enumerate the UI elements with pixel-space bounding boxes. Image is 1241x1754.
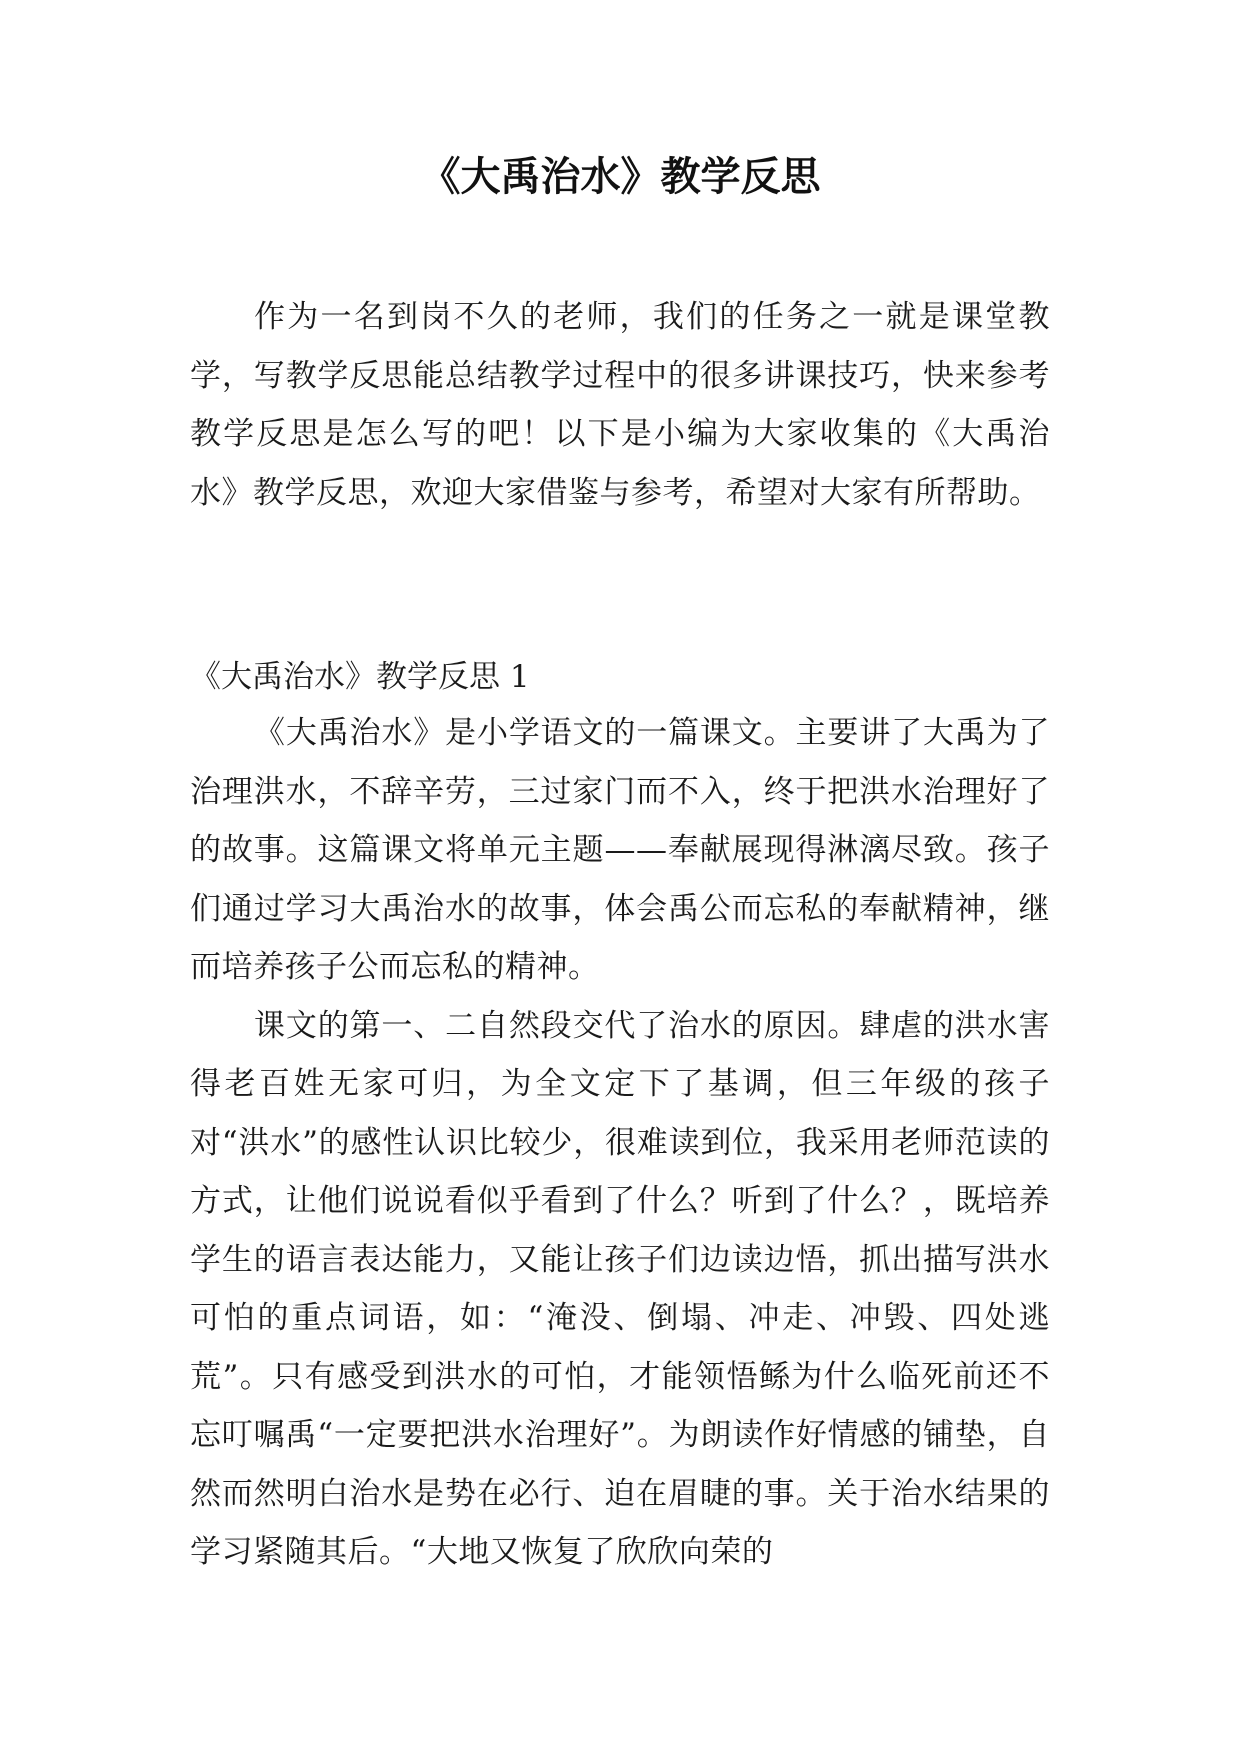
body-paragraph-2: 课文的第一、二自然段交代了治水的原因。肆虐的洪水害得老百姓无家可归，为全文定下了基调，但三年级的孩子对“洪水”的感性认识比较少，很难读到位，我采用老师范读的方式，让他们说说看似乎看到了什么？听到了什么？，既培养学生的语言表达能力，又能让孩子们边读边悟，抓出描写洪水可怕的重点词语，如：“淹没、倒塌、冲走、冲毁、四处逃荒”。只有感受到洪水的可怕，才能领悟鲧为什么临死前还不忘叮嘱禹“一定要把洪水治理好”。为朗读作好情感的铺垫，自然而然明白治水是势在必行、迫在眉睫的事。关于治水结果的学习紧随其后。“大地又恢复了欣欣向荣的	[190, 1007, 1050, 1570]
intro-paragraph: 作为一名到岗不久的老师，我们的任务之一就是课堂教学，写教学反思能总结教学过程中的很多讲课技巧，快来参考教学反思是怎么写的吧！以下是小编为大家收集的《大禹治水》教学反思，欢迎大家借鉴与参考，希望对大家有所帮助。	[190, 299, 1050, 511]
body-paragraph-1: 《大禹治水》是小学语文的一篇课文。主要讲了大禹为了治理洪水，不辞辛劳，三过家门而不入，终于把洪水治理好了的故事。这篇课文将单元主题——奉献展现得淋漓尽致。孩子们通过学习大禹治水的故事，体会禹公而忘私的奉献精神，继而培养孩子公而忘私的精神。	[190, 715, 1050, 985]
section-body	[190, 704, 1050, 1582]
document-title: 《大禹治水》教学反思	[420, 154, 821, 200]
intro-section	[190, 288, 1050, 522]
section-heading: 《大禹治水》教学反思 1	[190, 659, 530, 695]
